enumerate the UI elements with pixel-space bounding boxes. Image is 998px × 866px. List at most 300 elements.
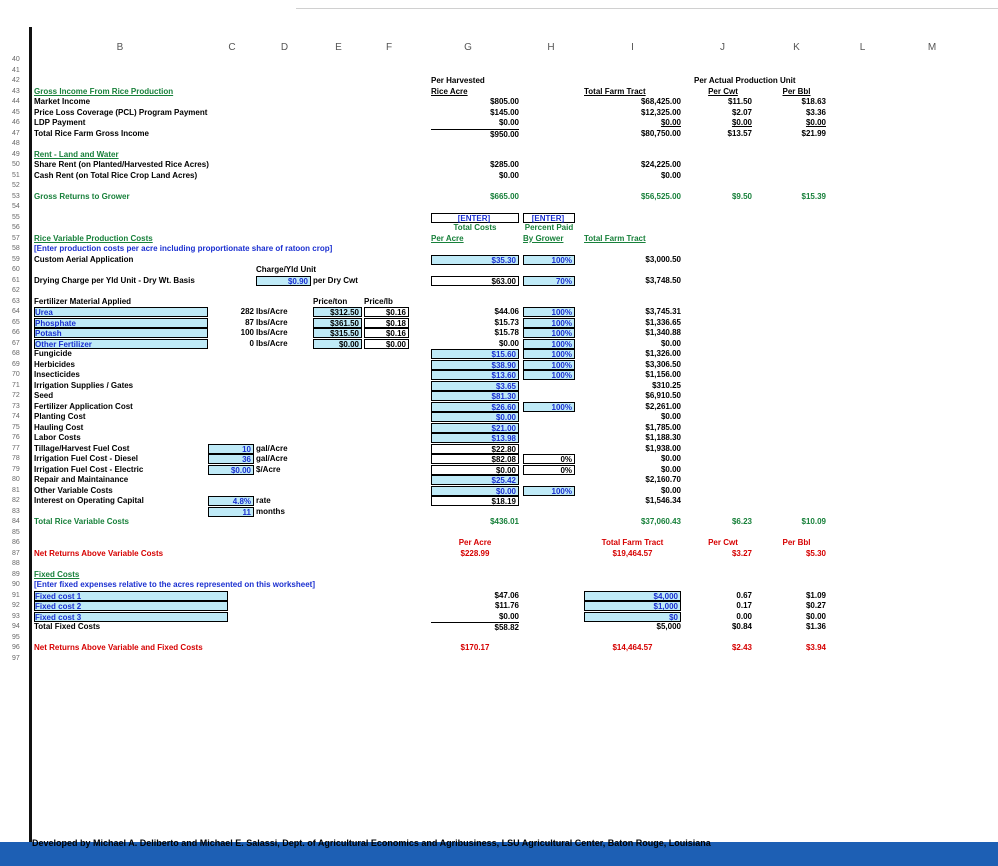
sheet-row <box>12 381 998 390</box>
cell-k-94[interactable]: $1.36 <box>805 622 826 631</box>
sheet-row <box>12 192 998 201</box>
row-number[interactable]: 93 <box>12 612 20 620</box>
cell-g-47[interactable]: $950.00 <box>431 129 519 139</box>
cell-g-72[interactable]: $81.30 <box>431 391 519 401</box>
cell-b-69[interactable]: Herbicides <box>34 359 75 369</box>
row-number[interactable]: 58 <box>12 245 20 252</box>
sheet-row <box>12 276 998 285</box>
cell-i-92[interactable]: $1,000 <box>584 601 681 611</box>
cell-i-79[interactable]: $0.00 <box>660 464 681 474</box>
cell-b-45[interactable]: Price Loss Coverage (PCL) Program Payment <box>34 107 208 117</box>
row-number[interactable]: 63 <box>12 297 20 305</box>
cell-b-84[interactable]: Total Rice Variable Costs <box>34 517 129 526</box>
row-number[interactable]: 57 <box>12 234 20 242</box>
row-number[interactable]: 64 <box>12 308 20 315</box>
cell-k-45[interactable]: $3.36 <box>805 107 826 117</box>
cell-i-86[interactable]: Total Farm Tract <box>601 538 664 547</box>
row-number[interactable]: 44 <box>12 98 20 105</box>
cell-b-80[interactable]: Repair and Maintainance <box>34 475 129 484</box>
cell-i-53[interactable]: $56,525.00 <box>640 191 681 201</box>
sheet-row <box>12 559 998 568</box>
cell-d-82[interactable]: rate <box>256 496 271 505</box>
cell-g-61[interactable]: $63.00 <box>431 276 519 286</box>
column-header-e[interactable]: E <box>335 42 342 53</box>
cell-h-64[interactable]: 100% <box>523 307 575 317</box>
row-number[interactable]: 43 <box>12 87 20 95</box>
row-number[interactable]: 81 <box>12 486 20 494</box>
cell-g-87[interactable]: $228.99 <box>460 548 490 558</box>
cell-i-46[interactable]: $0.00 <box>660 118 681 127</box>
cell-i-70[interactable]: $1,156.00 <box>645 370 681 379</box>
cell-e-63[interactable]: Price/ton <box>313 296 348 306</box>
row-number[interactable]: 46 <box>12 119 20 126</box>
cell-g-67[interactable]: $0.00 <box>498 338 519 348</box>
cell-g-50[interactable]: $285.00 <box>490 160 519 169</box>
cell-g-42[interactable]: Per Harvested <box>431 76 485 85</box>
cell-i-67[interactable]: $0.00 <box>660 338 681 348</box>
cell-j-46[interactable]: $0.00 <box>731 118 752 127</box>
row-number[interactable]: 66 <box>12 329 20 336</box>
cell-g-75[interactable]: $21.00 <box>431 423 519 433</box>
cell-b-49[interactable]: Rent - Land and Water <box>34 149 119 159</box>
row-number[interactable]: 76 <box>12 434 20 441</box>
sheet-row <box>12 370 998 379</box>
cell-g-64[interactable]: $44.06 <box>494 307 519 316</box>
cell-g-57[interactable]: Per Acre <box>431 233 464 243</box>
cell-cn-77[interactable]: 10 <box>208 444 254 454</box>
cell-d-77[interactable]: gal/Acre <box>256 443 288 453</box>
column-header-m[interactable]: M <box>927 42 937 53</box>
cell-b-53[interactable]: Gross Returns to Grower <box>34 191 130 201</box>
cell-b-71[interactable]: Irrigation Supplies / Gates <box>34 380 134 390</box>
cell-b-70[interactable]: Insecticides <box>34 370 80 379</box>
cell-g-94[interactable]: $58.82 <box>431 622 519 632</box>
cell-cn-67[interactable]: 0 <box>249 338 254 348</box>
cell-b-72[interactable]: Seed <box>34 391 54 400</box>
cell-h-59[interactable]: 100% <box>523 255 575 265</box>
cell-b-68[interactable]: Fungicide <box>34 349 72 358</box>
cell-j-42[interactable]: Per Actual Production Unit <box>694 76 796 85</box>
cell-i-50[interactable]: $24,225.00 <box>640 160 681 169</box>
sheet-row <box>12 265 998 274</box>
cell-i-64[interactable]: $3,745.31 <box>645 307 681 316</box>
row-number[interactable]: 60 <box>12 266 20 273</box>
cell-g-82[interactable]: $18.19 <box>431 496 519 506</box>
cell-h-66[interactable]: 100% <box>523 328 575 338</box>
row-number[interactable]: 49 <box>12 150 20 158</box>
column-header-b[interactable]: B <box>116 42 124 53</box>
cell-g-91[interactable]: $47.06 <box>494 590 519 600</box>
cell-b-61[interactable]: Drying Charge per Yld Unit - Dry Wt. Basis <box>34 275 195 285</box>
cell-g-73[interactable]: $26.60 <box>431 402 519 412</box>
row-number[interactable]: 91 <box>12 591 20 599</box>
cell-d-67[interactable]: lbs/Acre <box>256 338 288 348</box>
cell-i-45[interactable]: $12,325.00 <box>640 107 681 117</box>
row-number[interactable]: 87 <box>12 549 20 557</box>
cell-j-45[interactable]: $2.07 <box>731 107 752 117</box>
row-number[interactable]: 84 <box>12 518 20 525</box>
cell-b-73[interactable]: Fertilizer Application Cost <box>34 401 133 411</box>
cell-bc-91[interactable]: Fixed cost 1 <box>34 591 228 601</box>
sheet-row <box>12 255 998 264</box>
cell-f-64[interactable]: $0.16 <box>364 307 409 317</box>
cell-j-47[interactable]: $13.57 <box>727 128 752 138</box>
cell-k-53[interactable]: $15.39 <box>801 191 826 201</box>
cell-b-79[interactable]: Irrigation Fuel Cost - Electric <box>34 464 144 474</box>
row-number[interactable]: 61 <box>12 276 20 284</box>
cell-i-72[interactable]: $6,910.50 <box>645 391 681 400</box>
cell-g-56[interactable]: Total Costs <box>453 223 497 232</box>
row-number[interactable]: 95 <box>12 633 20 641</box>
sheet-row <box>12 402 998 411</box>
cell-e-66[interactable]: $315.50 <box>313 328 362 338</box>
cell-b-57[interactable]: Rice Variable Production Costs <box>34 233 153 243</box>
cell-b-51[interactable]: Cash Rent (on Total Rice Crop Land Acres) <box>34 170 198 180</box>
cell-b-87[interactable]: Net Returns Above Variable Costs <box>34 548 164 558</box>
cell-i-96[interactable]: $14,464.57 <box>612 643 653 652</box>
cell-i-61[interactable]: $3,748.50 <box>645 275 681 285</box>
row-number[interactable]: 73 <box>12 402 20 410</box>
cell-g-78[interactable]: $82.08 <box>431 454 519 464</box>
cell-g-55[interactable]: [ENTER] <box>431 213 519 223</box>
cell-g-68[interactable]: $15.60 <box>431 349 519 359</box>
cell-b-75[interactable]: Hauling Cost <box>34 422 84 432</box>
cell-g-84[interactable]: $436.01 <box>490 517 519 526</box>
row-number[interactable]: 82 <box>12 497 20 504</box>
cell-i-82[interactable]: $1,546.34 <box>645 496 681 505</box>
cell-j-96[interactable]: $2.43 <box>731 643 752 652</box>
cell-i-75[interactable]: $1,785.00 <box>645 422 681 432</box>
column-header-d[interactable]: D <box>280 42 289 53</box>
sheet-row <box>12 339 998 348</box>
row-number[interactable]: 78 <box>12 455 20 462</box>
row-number[interactable]: 54 <box>12 203 20 210</box>
row-number[interactable]: 47 <box>12 129 20 137</box>
cell-i-91[interactable]: $4,000 <box>584 591 681 601</box>
cell-d-83[interactable]: months <box>256 506 285 516</box>
cell-b-44[interactable]: Market Income <box>34 97 91 106</box>
row-number[interactable]: 65 <box>12 318 20 326</box>
cell-cn-78[interactable]: 36 <box>208 454 254 464</box>
cell-d-78[interactable]: gal/Acre <box>256 454 288 463</box>
cell-g-79[interactable]: $0.00 <box>431 465 519 475</box>
cell-g-69[interactable]: $38.90 <box>431 360 519 370</box>
row-number[interactable]: 86 <box>12 539 20 546</box>
sheet-row <box>12 213 998 222</box>
sheet-row <box>12 129 998 138</box>
cell-g-81[interactable]: $0.00 <box>431 486 519 496</box>
cell-b-74[interactable]: Planting Cost <box>34 412 86 421</box>
cell-k-87[interactable]: $5.30 <box>805 548 826 558</box>
row-number[interactable]: 85 <box>12 528 20 536</box>
cell-i-74[interactable]: $0.00 <box>660 412 681 421</box>
cell-bc-67[interactable]: Other Fertilizer <box>34 339 208 349</box>
top-border-line <box>296 8 998 9</box>
cell-b-81[interactable]: Other Variable Costs <box>34 485 113 495</box>
cell-h-79[interactable]: 0% <box>523 465 575 475</box>
cell-e-64[interactable]: $312.50 <box>313 307 362 317</box>
column-header-f[interactable]: F <box>385 42 393 53</box>
cell-i-77[interactable]: $1,938.00 <box>645 443 681 453</box>
cell-b-90[interactable]: [Enter fixed expenses relative to the acres represented on this worksheet] <box>34 580 315 589</box>
cell-i-59[interactable]: $3,000.50 <box>645 254 681 264</box>
cell-i-43[interactable]: Total Farm Tract <box>584 86 646 96</box>
column-header-j[interactable]: J <box>720 42 725 53</box>
cell-b-63[interactable]: Fertilizer Material Applied <box>34 296 132 306</box>
cell-f-67[interactable]: $0.00 <box>364 339 409 349</box>
row-number[interactable]: 94 <box>12 623 20 630</box>
row-number[interactable]: 50 <box>12 161 20 168</box>
cell-h-81[interactable]: 100% <box>523 486 575 496</box>
sheet-row <box>12 580 998 589</box>
cell-cn-82[interactable]: 4.8% <box>208 496 254 506</box>
sheet-row <box>12 412 998 421</box>
cell-i-66[interactable]: $1,340.88 <box>645 328 681 337</box>
cell-h-57[interactable]: By Grower <box>523 233 564 243</box>
row-number[interactable]: 71 <box>12 381 20 389</box>
row-number[interactable]: 75 <box>12 423 20 431</box>
column-header-l[interactable]: L <box>859 42 866 53</box>
sheet-row <box>12 150 998 159</box>
row-number[interactable]: 83 <box>12 507 20 515</box>
cell-g-44[interactable]: $805.00 <box>490 97 519 106</box>
row-number[interactable]: 97 <box>12 654 20 662</box>
cell-i-80[interactable]: $2,160.70 <box>645 475 681 484</box>
cell-k-96[interactable]: $3.94 <box>805 643 826 652</box>
sheet-row <box>12 55 998 64</box>
cell-f-66[interactable]: $0.16 <box>364 328 409 338</box>
row-number[interactable]: 56 <box>12 224 20 231</box>
cell-g-77[interactable]: $22.80 <box>431 444 519 454</box>
cell-h-65[interactable]: 100% <box>523 318 575 328</box>
row-number[interactable]: 69 <box>12 360 20 368</box>
cell-f-65[interactable]: $0.18 <box>364 318 409 328</box>
cell-g-86[interactable]: Per Acre <box>458 538 492 547</box>
cell-i-65[interactable]: $1,336.65 <box>645 317 681 327</box>
row-number[interactable]: 55 <box>12 213 20 221</box>
row-number[interactable]: 62 <box>12 287 20 294</box>
cell-i-94[interactable]: $5,000 <box>656 622 681 631</box>
cell-k-93[interactable]: $0.00 <box>805 611 826 621</box>
cell-g-46[interactable]: $0.00 <box>498 118 519 127</box>
cell-bc-64[interactable]: Urea <box>34 307 208 317</box>
cell-b-76[interactable]: Labor Costs <box>34 433 81 442</box>
cell-k-86[interactable]: Per Bbl <box>782 538 811 547</box>
cell-d-61[interactable]: $0.90 <box>256 276 311 286</box>
row-number[interactable]: 89 <box>12 570 20 578</box>
cell-b-43[interactable]: Gross Income From Rice Production <box>34 86 174 96</box>
column-header-h[interactable]: H <box>547 42 555 53</box>
row-number[interactable]: 90 <box>12 581 20 588</box>
row-number[interactable]: 92 <box>12 602 20 609</box>
row-number[interactable]: 45 <box>12 108 20 116</box>
row-number[interactable]: 52 <box>12 182 20 189</box>
cell-g-76[interactable]: $13.98 <box>431 433 519 443</box>
cell-i-57[interactable]: Total Farm Tract <box>584 233 646 243</box>
row-number[interactable]: 59 <box>12 255 20 263</box>
cell-g-93[interactable]: $0.00 <box>498 611 519 621</box>
cell-b-78[interactable]: Irrigation Fuel Cost - Diesel <box>34 454 139 463</box>
column-header-k[interactable]: K <box>793 42 800 53</box>
row-number[interactable]: 67 <box>12 339 20 347</box>
row-number[interactable]: 68 <box>12 350 20 357</box>
cell-k-43[interactable]: Per Bbl <box>782 86 811 96</box>
cell-g-74[interactable]: $0.00 <box>431 412 519 422</box>
cell-cn-64[interactable]: 282 <box>240 307 254 316</box>
cell-e-61[interactable]: per Dry Cwt <box>313 275 358 285</box>
cell-i-93[interactable]: $0 <box>584 612 681 622</box>
cell-i-71[interactable]: $310.25 <box>652 380 681 390</box>
row-number[interactable]: 96 <box>12 644 20 651</box>
cell-b-47[interactable]: Total Rice Farm Gross Income <box>34 128 149 138</box>
cell-e-65[interactable]: $361.50 <box>313 318 362 328</box>
cell-cn-65[interactable]: 87 <box>245 317 254 327</box>
cell-h-55[interactable]: [ENTER] <box>523 213 575 223</box>
sheet-row <box>12 223 998 232</box>
sheet-row <box>12 517 998 526</box>
cell-i-87[interactable]: $19,464.57 <box>612 548 653 558</box>
cell-i-73[interactable]: $2,261.00 <box>645 401 681 411</box>
cell-k-92[interactable]: $0.27 <box>805 601 826 610</box>
cell-k-84[interactable]: $10.09 <box>801 517 826 526</box>
cell-i-47[interactable]: $80,750.00 <box>640 128 681 138</box>
sheet-row <box>12 118 998 127</box>
row-number[interactable]: 53 <box>12 192 20 200</box>
cell-i-84[interactable]: $37,060.43 <box>640 517 681 526</box>
cell-j-91[interactable]: 0.67 <box>736 590 752 600</box>
cell-h-78[interactable]: 0% <box>523 454 575 464</box>
cell-j-84[interactable]: $6.23 <box>731 517 752 526</box>
cell-b-58[interactable]: [Enter production costs per acre including proportionate share of ratoon crop] <box>34 244 333 253</box>
row-number[interactable]: 88 <box>12 560 20 567</box>
row-number[interactable]: 48 <box>12 140 20 147</box>
cell-b-82[interactable]: Interest on Operating Capital <box>34 496 144 505</box>
cell-i-81[interactable]: $0.00 <box>660 485 681 495</box>
cell-bc-65[interactable]: Phosphate <box>34 318 208 328</box>
row-number[interactable]: 42 <box>12 77 20 84</box>
cell-h-73[interactable]: 100% <box>523 402 575 412</box>
cell-i-51[interactable]: $0.00 <box>660 170 681 180</box>
row-number[interactable]: 77 <box>12 444 20 452</box>
sheet-row <box>12 360 998 369</box>
cell-g-59[interactable]: $35.30 <box>431 255 519 265</box>
column-header-i[interactable]: I <box>631 42 634 53</box>
cell-i-44[interactable]: $68,425.00 <box>640 97 681 106</box>
row-number[interactable]: 70 <box>12 371 20 378</box>
cell-j-53[interactable]: $9.50 <box>731 191 752 201</box>
cell-i-76[interactable]: $1,188.30 <box>645 433 681 442</box>
cell-d-64[interactable]: lbs/Acre <box>256 307 288 316</box>
cell-g-51[interactable]: $0.00 <box>498 170 519 180</box>
row-number[interactable]: 80 <box>12 476 20 483</box>
spreadsheet <box>12 0 998 845</box>
cell-bc-66[interactable]: Potash <box>34 328 208 338</box>
sheet-row <box>12 297 998 306</box>
cell-b-94[interactable]: Total Fixed Costs <box>34 622 101 631</box>
cell-g-96[interactable]: $170.17 <box>460 643 490 652</box>
row-number[interactable]: 79 <box>12 465 20 473</box>
cell-g-92[interactable]: $11.76 <box>494 601 519 610</box>
sheet-row <box>12 654 998 663</box>
cell-h-67[interactable]: 100% <box>523 339 575 349</box>
sheet-row <box>12 538 998 547</box>
cell-b-89[interactable]: Fixed Costs <box>34 569 80 579</box>
cell-k-47[interactable]: $21.99 <box>801 128 826 138</box>
row-number[interactable]: 72 <box>12 392 20 399</box>
sheet-row <box>12 328 998 337</box>
sheet-row <box>12 108 998 117</box>
cell-j-87[interactable]: $3.27 <box>731 548 752 558</box>
cell-k-46[interactable]: $0.00 <box>805 118 826 127</box>
column-header-c[interactable]: C <box>228 42 236 53</box>
cell-cn-79[interactable]: $0.00 <box>208 465 254 475</box>
cell-j-86[interactable]: Per Cwt <box>708 538 738 547</box>
cell-b-50[interactable]: Share Rent (on Planted/Harvested Rice Acres) <box>34 160 209 169</box>
row-number[interactable]: 40 <box>12 56 20 63</box>
cell-h-56[interactable]: Percent Paid <box>524 223 574 232</box>
cell-bc-93[interactable]: Fixed cost 3 <box>34 612 228 622</box>
cell-h-61[interactable]: 70% <box>523 276 575 286</box>
sheet-row <box>12 139 998 148</box>
cell-i-69[interactable]: $3,306.50 <box>645 359 681 369</box>
sheet-row <box>12 433 998 442</box>
cell-j-94[interactable]: $0.84 <box>731 622 752 631</box>
cell-b-59[interactable]: Custom Aerial Application <box>34 254 134 264</box>
cell-d-79[interactable]: $/Acre <box>256 464 281 474</box>
row-number[interactable]: 74 <box>12 413 20 420</box>
cell-d-65[interactable]: lbs/Acre <box>256 317 288 327</box>
cell-b-96[interactable]: Net Returns Above Variable and Fixed Costs <box>34 643 203 652</box>
sheet-row <box>12 234 998 243</box>
cell-b-46[interactable]: LDP Payment <box>34 118 86 127</box>
cell-g-70[interactable]: $13.60 <box>431 370 519 380</box>
cell-h-68[interactable]: 100% <box>523 349 575 359</box>
cell-h-69[interactable]: 100% <box>523 360 575 370</box>
cell-g-71[interactable]: $3.65 <box>431 381 519 391</box>
cell-d-60[interactable]: Charge/Yld Unit <box>256 265 317 274</box>
cell-e-67[interactable]: $0.00 <box>313 339 362 349</box>
cell-g-65[interactable]: $15.73 <box>494 317 519 327</box>
column-header-g[interactable]: G <box>464 42 472 53</box>
cell-g-66[interactable]: $15.78 <box>494 328 519 337</box>
cell-d-66[interactable]: lbs/Acre <box>256 328 288 337</box>
cell-k-91[interactable]: $1.09 <box>805 590 826 600</box>
cell-g-45[interactable]: $145.00 <box>490 107 519 117</box>
sheet-row <box>12 454 998 463</box>
cell-cn-66[interactable]: 100 <box>240 328 254 337</box>
cell-g-43[interactable]: Rice Acre <box>431 86 468 96</box>
cell-g-53[interactable]: $665.00 <box>490 191 519 201</box>
cell-h-70[interactable]: 100% <box>523 370 575 380</box>
row-number[interactable]: 51 <box>12 171 20 179</box>
sheet-row <box>12 643 998 652</box>
cell-j-93[interactable]: 0.00 <box>736 611 752 621</box>
cell-g-80[interactable]: $25.42 <box>431 475 519 485</box>
cell-k-44[interactable]: $18.63 <box>801 97 826 106</box>
cell-j-43[interactable]: Per Cwt <box>708 86 738 96</box>
cell-cn-83[interactable]: 11 <box>208 507 254 517</box>
cell-f-63[interactable]: Price/lb <box>364 296 393 306</box>
cell-i-68[interactable]: $1,326.00 <box>645 349 681 358</box>
cell-b-77[interactable]: Tillage/Harvest Fuel Cost <box>34 443 130 453</box>
cell-j-44[interactable]: $11.50 <box>727 97 752 106</box>
sheet-row <box>12 349 998 358</box>
cell-j-92[interactable]: 0.17 <box>736 601 752 610</box>
sheet-row <box>12 97 998 106</box>
cell-bc-92[interactable]: Fixed cost 2 <box>34 601 228 611</box>
row-number[interactable]: 41 <box>12 66 20 74</box>
cell-i-78[interactable]: $0.00 <box>660 454 681 463</box>
